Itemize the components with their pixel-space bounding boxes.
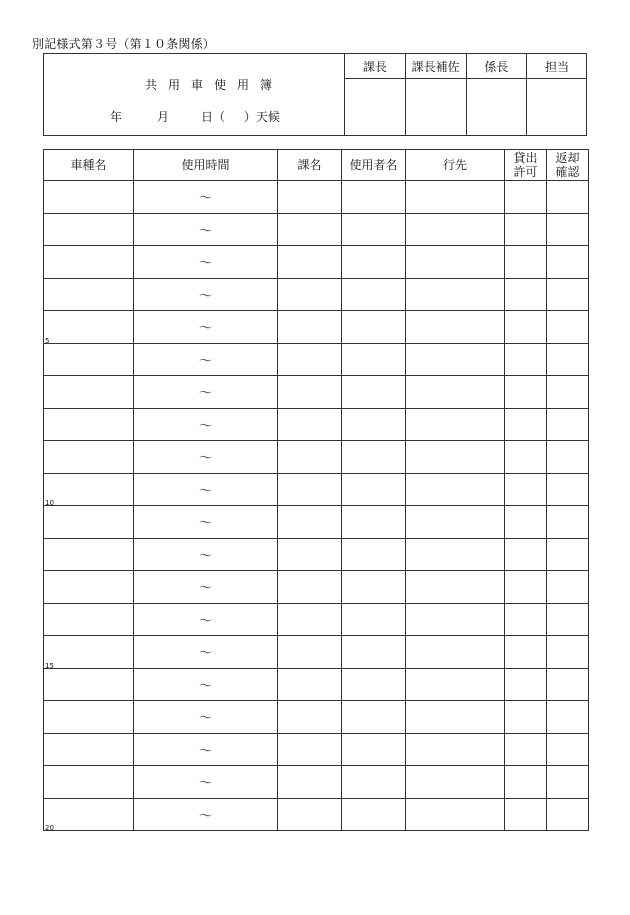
table-row <box>44 343 589 376</box>
vehicle-usage-log-table <box>43 149 589 831</box>
user-name-cell[interactable] <box>342 603 406 636</box>
department-cell[interactable] <box>278 246 342 279</box>
usage-time-cell[interactable] <box>134 343 278 376</box>
usage-time-cell[interactable] <box>134 376 278 409</box>
time-range-separator: ～ <box>198 191 212 207</box>
usage-time-cell[interactable] <box>134 766 278 799</box>
approval-label: 担当 <box>527 54 587 79</box>
usage-time-cell[interactable] <box>134 408 278 441</box>
column-header-destination: 行先 <box>406 150 505 181</box>
user-name-cell[interactable] <box>342 506 406 539</box>
loan-permit-cell[interactable] <box>505 473 547 506</box>
time-range-separator: ～ <box>198 386 212 402</box>
return-confirm-cell[interactable] <box>547 408 589 441</box>
loan-permit-cell[interactable] <box>505 506 547 539</box>
destination-cell[interactable] <box>406 636 505 669</box>
destination-cell[interactable] <box>406 538 505 571</box>
usage-time-cell[interactable] <box>134 636 278 669</box>
vehicle-type-cell[interactable] <box>44 246 134 279</box>
table-row <box>44 506 589 539</box>
vehicle-type-cell[interactable] <box>44 213 134 246</box>
destination-cell[interactable] <box>406 603 505 636</box>
department-cell[interactable] <box>278 213 342 246</box>
destination-cell[interactable] <box>406 701 505 734</box>
stamp-box[interactable] <box>467 79 527 135</box>
return-confirm-cell[interactable] <box>547 668 589 701</box>
user-name-cell[interactable] <box>342 766 406 799</box>
table-row <box>44 668 589 701</box>
stamp-box[interactable] <box>406 79 466 135</box>
return-confirm-cell[interactable] <box>547 571 589 604</box>
time-range-separator: ～ <box>198 288 212 304</box>
destination-cell[interactable] <box>406 798 505 831</box>
approval-section-chief <box>345 54 406 135</box>
column-header-user-name: 使用者名 <box>342 150 406 181</box>
department-cell[interactable] <box>278 701 342 734</box>
usage-time-cell[interactable] <box>134 246 278 279</box>
vehicle-type-cell[interactable] <box>44 766 134 799</box>
user-name-cell[interactable] <box>342 571 406 604</box>
vehicle-type-cell[interactable] <box>44 473 134 506</box>
table-row <box>44 473 589 506</box>
loan-permit-cell[interactable] <box>505 311 547 344</box>
loan-permit-cell[interactable] <box>505 636 547 669</box>
table-row <box>44 213 589 246</box>
loan-permit-cell[interactable] <box>505 441 547 474</box>
department-cell[interactable] <box>278 441 342 474</box>
usage-time-cell[interactable] <box>134 181 278 214</box>
destination-cell[interactable] <box>406 506 505 539</box>
table-row <box>44 571 589 604</box>
usage-time-cell[interactable] <box>134 538 278 571</box>
row-number-marker: 20 <box>45 824 54 832</box>
time-range-separator: ～ <box>198 516 212 532</box>
department-cell[interactable] <box>278 376 342 409</box>
usage-time-cell[interactable] <box>134 473 278 506</box>
table-body <box>44 181 589 831</box>
vehicle-type-cell[interactable] <box>44 798 134 831</box>
return-confirm-cell[interactable] <box>547 473 589 506</box>
table-header-row <box>44 150 589 181</box>
user-name-cell[interactable] <box>342 636 406 669</box>
vehicle-type-cell[interactable] <box>44 571 134 604</box>
time-range-separator: ～ <box>198 581 212 597</box>
time-range-separator: ～ <box>198 776 212 792</box>
table-row <box>44 603 589 636</box>
destination-cell[interactable] <box>406 246 505 279</box>
loan-permit-cell[interactable] <box>505 343 547 376</box>
usage-time-cell[interactable] <box>134 668 278 701</box>
vehicle-type-cell[interactable] <box>44 701 134 734</box>
return-confirm-cell[interactable] <box>547 766 589 799</box>
user-name-cell[interactable] <box>342 181 406 214</box>
stamp-box[interactable] <box>345 79 405 135</box>
vehicle-type-cell[interactable] <box>44 278 134 311</box>
loan-permit-cell[interactable] <box>505 603 547 636</box>
destination-cell[interactable] <box>406 441 505 474</box>
time-range-separator: ～ <box>198 743 212 759</box>
table-row <box>44 441 589 474</box>
user-name-cell[interactable] <box>342 701 406 734</box>
approval-staff <box>527 54 587 135</box>
column-header-loan-permit: 貸出 許可 <box>505 150 547 181</box>
return-confirm-cell[interactable] <box>547 278 589 311</box>
table-row <box>44 408 589 441</box>
destination-cell[interactable] <box>406 181 505 214</box>
user-name-cell[interactable] <box>342 733 406 766</box>
department-cell[interactable] <box>278 278 342 311</box>
destination-cell[interactable] <box>406 733 505 766</box>
department-cell[interactable] <box>278 668 342 701</box>
department-cell[interactable] <box>278 506 342 539</box>
column-header-usage-time: 使用時間 <box>134 150 278 181</box>
table-row <box>44 701 589 734</box>
loan-permit-cell[interactable] <box>505 376 547 409</box>
document-title: 共用車使用簿 <box>144 78 283 92</box>
time-range-separator: ～ <box>198 321 212 337</box>
row-number-marker: 5 <box>45 336 50 345</box>
return-confirm-cell[interactable] <box>547 506 589 539</box>
destination-cell[interactable] <box>406 311 505 344</box>
loan-permit-cell[interactable] <box>505 213 547 246</box>
department-cell[interactable] <box>278 636 342 669</box>
table-row <box>44 278 589 311</box>
usage-time-cell[interactable] <box>134 733 278 766</box>
table-row <box>44 538 589 571</box>
row-number-marker: 15 <box>45 661 54 670</box>
loan-permit-cell[interactable] <box>505 701 547 734</box>
time-range-separator: ～ <box>198 223 212 239</box>
department-cell[interactable] <box>278 473 342 506</box>
approval-label: 係長 <box>467 54 527 79</box>
return-confirm-cell[interactable] <box>547 376 589 409</box>
approval-stamps <box>345 54 587 135</box>
destination-cell[interactable] <box>406 473 505 506</box>
user-name-cell[interactable] <box>342 246 406 279</box>
column-header-vehicle-type: 車種名 <box>44 150 134 181</box>
date-month-label: 月 <box>157 110 170 124</box>
return-confirm-cell[interactable] <box>547 181 589 214</box>
department-cell[interactable] <box>278 733 342 766</box>
user-name-cell[interactable] <box>342 668 406 701</box>
loan-permit-cell[interactable] <box>505 181 547 214</box>
approval-subsection-chief <box>467 54 528 135</box>
loan-permit-cell[interactable] <box>505 798 547 831</box>
usage-time-cell[interactable] <box>134 213 278 246</box>
time-range-separator: ～ <box>198 711 212 727</box>
destination-cell[interactable] <box>406 278 505 311</box>
return-confirm-cell[interactable] <box>547 538 589 571</box>
department-cell[interactable] <box>278 181 342 214</box>
user-name-cell[interactable] <box>342 473 406 506</box>
destination-cell[interactable] <box>406 668 505 701</box>
usage-time-cell[interactable] <box>134 798 278 831</box>
loan-permit-cell[interactable] <box>505 278 547 311</box>
usage-time-cell[interactable] <box>134 278 278 311</box>
vehicle-type-cell[interactable] <box>44 376 134 409</box>
vehicle-type-cell[interactable] <box>44 181 134 214</box>
department-cell[interactable] <box>278 538 342 571</box>
user-name-cell[interactable] <box>342 538 406 571</box>
table-row <box>44 798 589 831</box>
department-cell[interactable] <box>278 798 342 831</box>
time-range-separator: ～ <box>198 256 212 272</box>
date-day-label: 日（ <box>201 110 226 124</box>
return-confirm-cell[interactable] <box>547 343 589 376</box>
user-name-cell[interactable] <box>342 311 406 344</box>
usage-time-cell[interactable] <box>134 441 278 474</box>
loan-permit-cell[interactable] <box>505 246 547 279</box>
vehicle-type-cell[interactable] <box>44 733 134 766</box>
document-header <box>43 53 587 136</box>
time-range-separator: ～ <box>198 613 212 629</box>
user-name-cell[interactable] <box>342 798 406 831</box>
vehicle-type-cell[interactable] <box>44 603 134 636</box>
loan-permit-cell[interactable] <box>505 571 547 604</box>
destination-cell[interactable] <box>406 571 505 604</box>
title-area <box>44 54 345 135</box>
time-range-separator: ～ <box>198 808 212 824</box>
vehicle-type-cell[interactable] <box>44 538 134 571</box>
form-reference: 別記様式第３号（第１０条関係） <box>32 37 216 51</box>
return-confirm-cell[interactable] <box>547 701 589 734</box>
loan-permit-cell[interactable] <box>505 408 547 441</box>
return-confirm-cell[interactable] <box>547 246 589 279</box>
destination-cell[interactable] <box>406 343 505 376</box>
weather-label: ）天候 <box>244 110 281 124</box>
user-name-cell[interactable] <box>342 376 406 409</box>
table-row <box>44 376 589 409</box>
return-confirm-cell[interactable] <box>547 441 589 474</box>
table-row <box>44 246 589 279</box>
vehicle-type-cell[interactable] <box>44 408 134 441</box>
return-confirm-cell[interactable] <box>547 733 589 766</box>
vehicle-type-cell[interactable] <box>44 343 134 376</box>
vehicle-type-cell[interactable] <box>44 311 134 344</box>
table-row <box>44 181 589 214</box>
user-name-cell[interactable] <box>342 408 406 441</box>
usage-time-cell[interactable] <box>134 571 278 604</box>
time-range-separator: ～ <box>198 418 212 434</box>
department-cell[interactable] <box>278 603 342 636</box>
user-name-cell[interactable] <box>342 278 406 311</box>
department-cell[interactable] <box>278 571 342 604</box>
vehicle-type-cell[interactable] <box>44 441 134 474</box>
time-range-separator: ～ <box>198 353 212 369</box>
destination-cell[interactable] <box>406 213 505 246</box>
return-confirm-cell[interactable] <box>547 603 589 636</box>
loan-permit-cell[interactable] <box>505 766 547 799</box>
time-range-separator: ～ <box>198 451 212 467</box>
department-cell[interactable] <box>278 343 342 376</box>
return-confirm-cell[interactable] <box>547 213 589 246</box>
vehicle-type-cell[interactable] <box>44 668 134 701</box>
user-name-cell[interactable] <box>342 441 406 474</box>
return-confirm-cell[interactable] <box>547 636 589 669</box>
approval-label: 課長 <box>345 54 405 79</box>
user-name-cell[interactable] <box>342 343 406 376</box>
date-year-label: 年 <box>110 110 123 124</box>
usage-time-cell[interactable] <box>134 603 278 636</box>
approval-label: 課長補佐 <box>406 54 466 79</box>
table-row <box>44 311 589 344</box>
column-header-return-confirm: 返却 確認 <box>547 150 589 181</box>
destination-cell[interactable] <box>406 408 505 441</box>
vehicle-type-cell[interactable] <box>44 636 134 669</box>
time-range-separator: ～ <box>198 678 212 694</box>
table-row <box>44 733 589 766</box>
return-confirm-cell[interactable] <box>547 311 589 344</box>
usage-time-cell[interactable] <box>134 701 278 734</box>
column-header-department: 課名 <box>278 150 342 181</box>
row-number-marker: 10 <box>45 499 54 507</box>
return-confirm-cell[interactable] <box>547 798 589 831</box>
vehicle-type-cell[interactable] <box>44 506 134 539</box>
department-cell[interactable] <box>278 766 342 799</box>
loan-permit-cell[interactable] <box>505 538 547 571</box>
table-row <box>44 766 589 799</box>
usage-time-cell[interactable] <box>134 311 278 344</box>
department-cell[interactable] <box>278 408 342 441</box>
usage-time-cell[interactable] <box>134 506 278 539</box>
destination-cell[interactable] <box>406 376 505 409</box>
department-cell[interactable] <box>278 311 342 344</box>
loan-permit-cell[interactable] <box>505 668 547 701</box>
time-range-separator: ～ <box>198 548 212 564</box>
user-name-cell[interactable] <box>342 213 406 246</box>
time-range-separator: ～ <box>198 483 212 499</box>
approval-assistant-chief <box>406 54 467 135</box>
destination-cell[interactable] <box>406 766 505 799</box>
table-row <box>44 636 589 669</box>
time-range-separator: ～ <box>198 646 212 662</box>
stamp-box[interactable] <box>527 79 587 135</box>
loan-permit-cell[interactable] <box>505 733 547 766</box>
